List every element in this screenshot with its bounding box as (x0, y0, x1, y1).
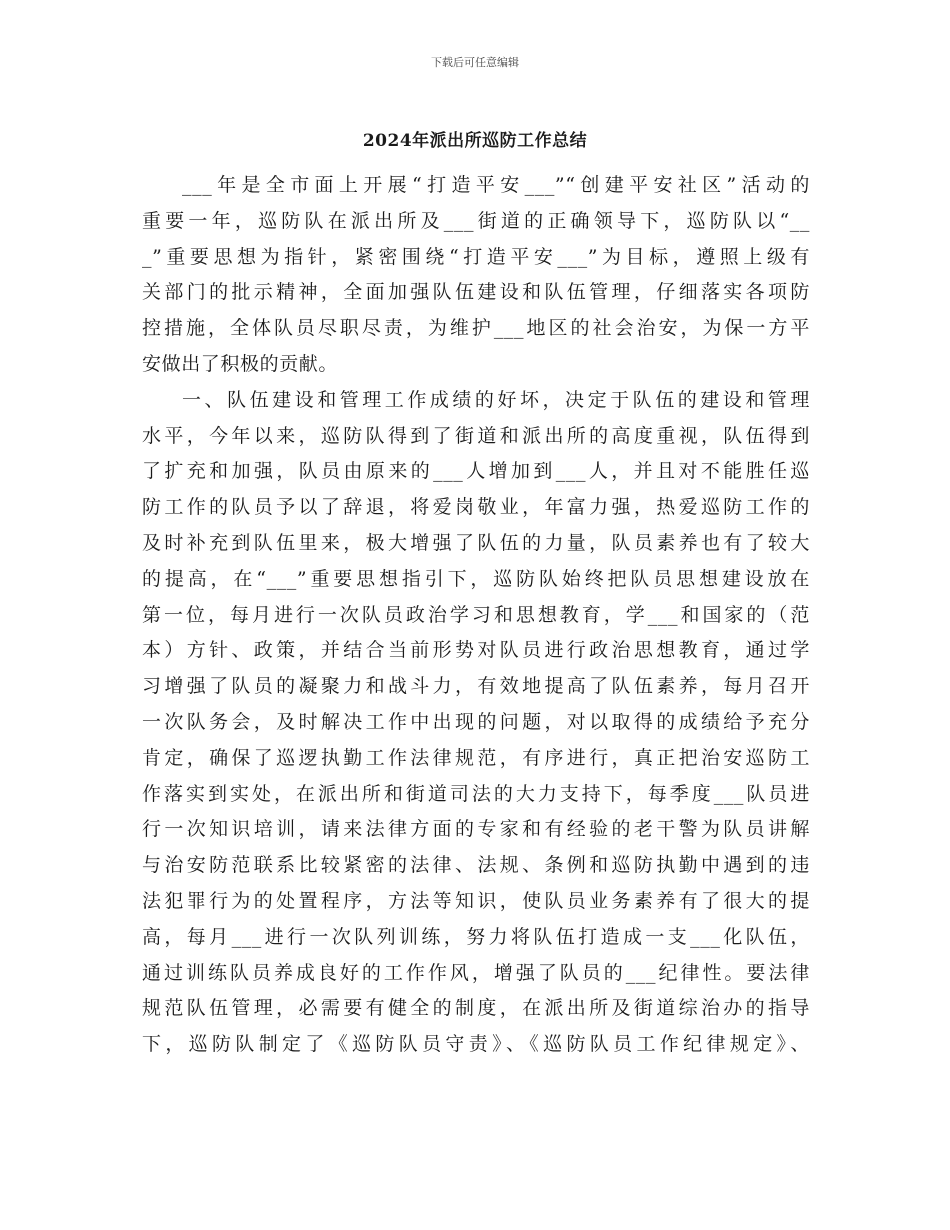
text-line: 与治安防范联系比较紧密的法律、法规、条例和巡防执勤中遇到的违 (142, 854, 810, 877)
text-line: 作落实到实处，在派出所和街道司法的大力支持下，每季度___队员进 (142, 782, 810, 805)
text-line: 一次队务会，及时解决工作中出现的问题，对以取得的成绩给予充分 (142, 710, 810, 733)
text-line: ___年是全市面上开展“打造平安___”“创建平安社区”活动的 (182, 174, 810, 196)
paragraph-1 (142, 168, 810, 383)
text-line: 及时补充到队伍里来，极大增强了队伍的力量，队员素养也有了较大 (142, 531, 810, 554)
header-note: 下载后可任意编辑 (431, 56, 519, 69)
text-line: 肯定，确保了巡逻执勤工作法律规范，有序进行，真正把治安巡防工 (142, 746, 810, 769)
text-line: 通过训练队员养成良好的工作作风，增强了队员的___纪律性。要法律 (142, 961, 810, 984)
text-line: 防工作的队员予以了辞退，将爱岗敬业，年富力强，热爱巡防工作的 (142, 496, 810, 519)
text-line: 高，每月___进行一次队列训练，努力将队伍打造成一支___化队伍， (142, 925, 810, 948)
text-line: 控措施，全体队员尽职尽责，为维护___地区的社会治安，为保一方平 (142, 317, 810, 340)
text-line: 水平，今年以来，巡防队得到了街道和派出所的高度重视，队伍得到 (142, 424, 810, 447)
text-line: 法犯罪行为的处置程序，方法等知识，使队员业务素养有了很大的提 (142, 889, 810, 912)
text-line: 规范队伍管理，必需要有健全的制度，在派出所及街道综治办的指导 (142, 997, 810, 1020)
text-line: 的提高，在“___”重要思想指引下，巡防队始终把队员思想建设放在 (142, 567, 810, 590)
text-line: 习增强了队员的凝聚力和战斗力，有效地提高了队伍素养，每月召开 (142, 675, 810, 698)
text-line: 一、队伍建设和管理工作成绩的好坏，决定于队伍的建设和管理 (182, 388, 810, 411)
text-line: 了扩充和加强，队员由原来的___人增加到___人，并且对不能胜任巡 (142, 460, 810, 483)
text-line: 关部门的批示精神，全面加强队伍建设和队伍管理，仔细落实各项防 (142, 281, 810, 304)
text-line: 重要一年，巡防队在派出所及___街道的正确领导下，巡防队以“__ (142, 209, 810, 232)
text-line: _”重要思想为指针，紧密围绕“打造平安___”为目标，遵照上级有 (142, 245, 810, 268)
paragraph-2 (142, 383, 810, 1063)
document-title: 2024年派出所巡防工作总结 (362, 131, 588, 151)
text-line: 第一位，每月进行一次队员政治学习和思想教育，学___和国家的（范 (142, 603, 810, 626)
text-line: 安做出了积极的贡献。 (142, 352, 339, 375)
text-line: 下，巡防队制定了《巡防队员守责》、《巡防队员工作纪律规定》、 (142, 1033, 810, 1056)
text-line: 行一次知识培训，请来法律方面的专家和有经验的老干警为队员讲解 (142, 818, 810, 841)
document-body (142, 168, 810, 1063)
text-line: 本）方针、政策，并结合当前形势对队员进行政治思想教育，通过学 (142, 639, 810, 662)
